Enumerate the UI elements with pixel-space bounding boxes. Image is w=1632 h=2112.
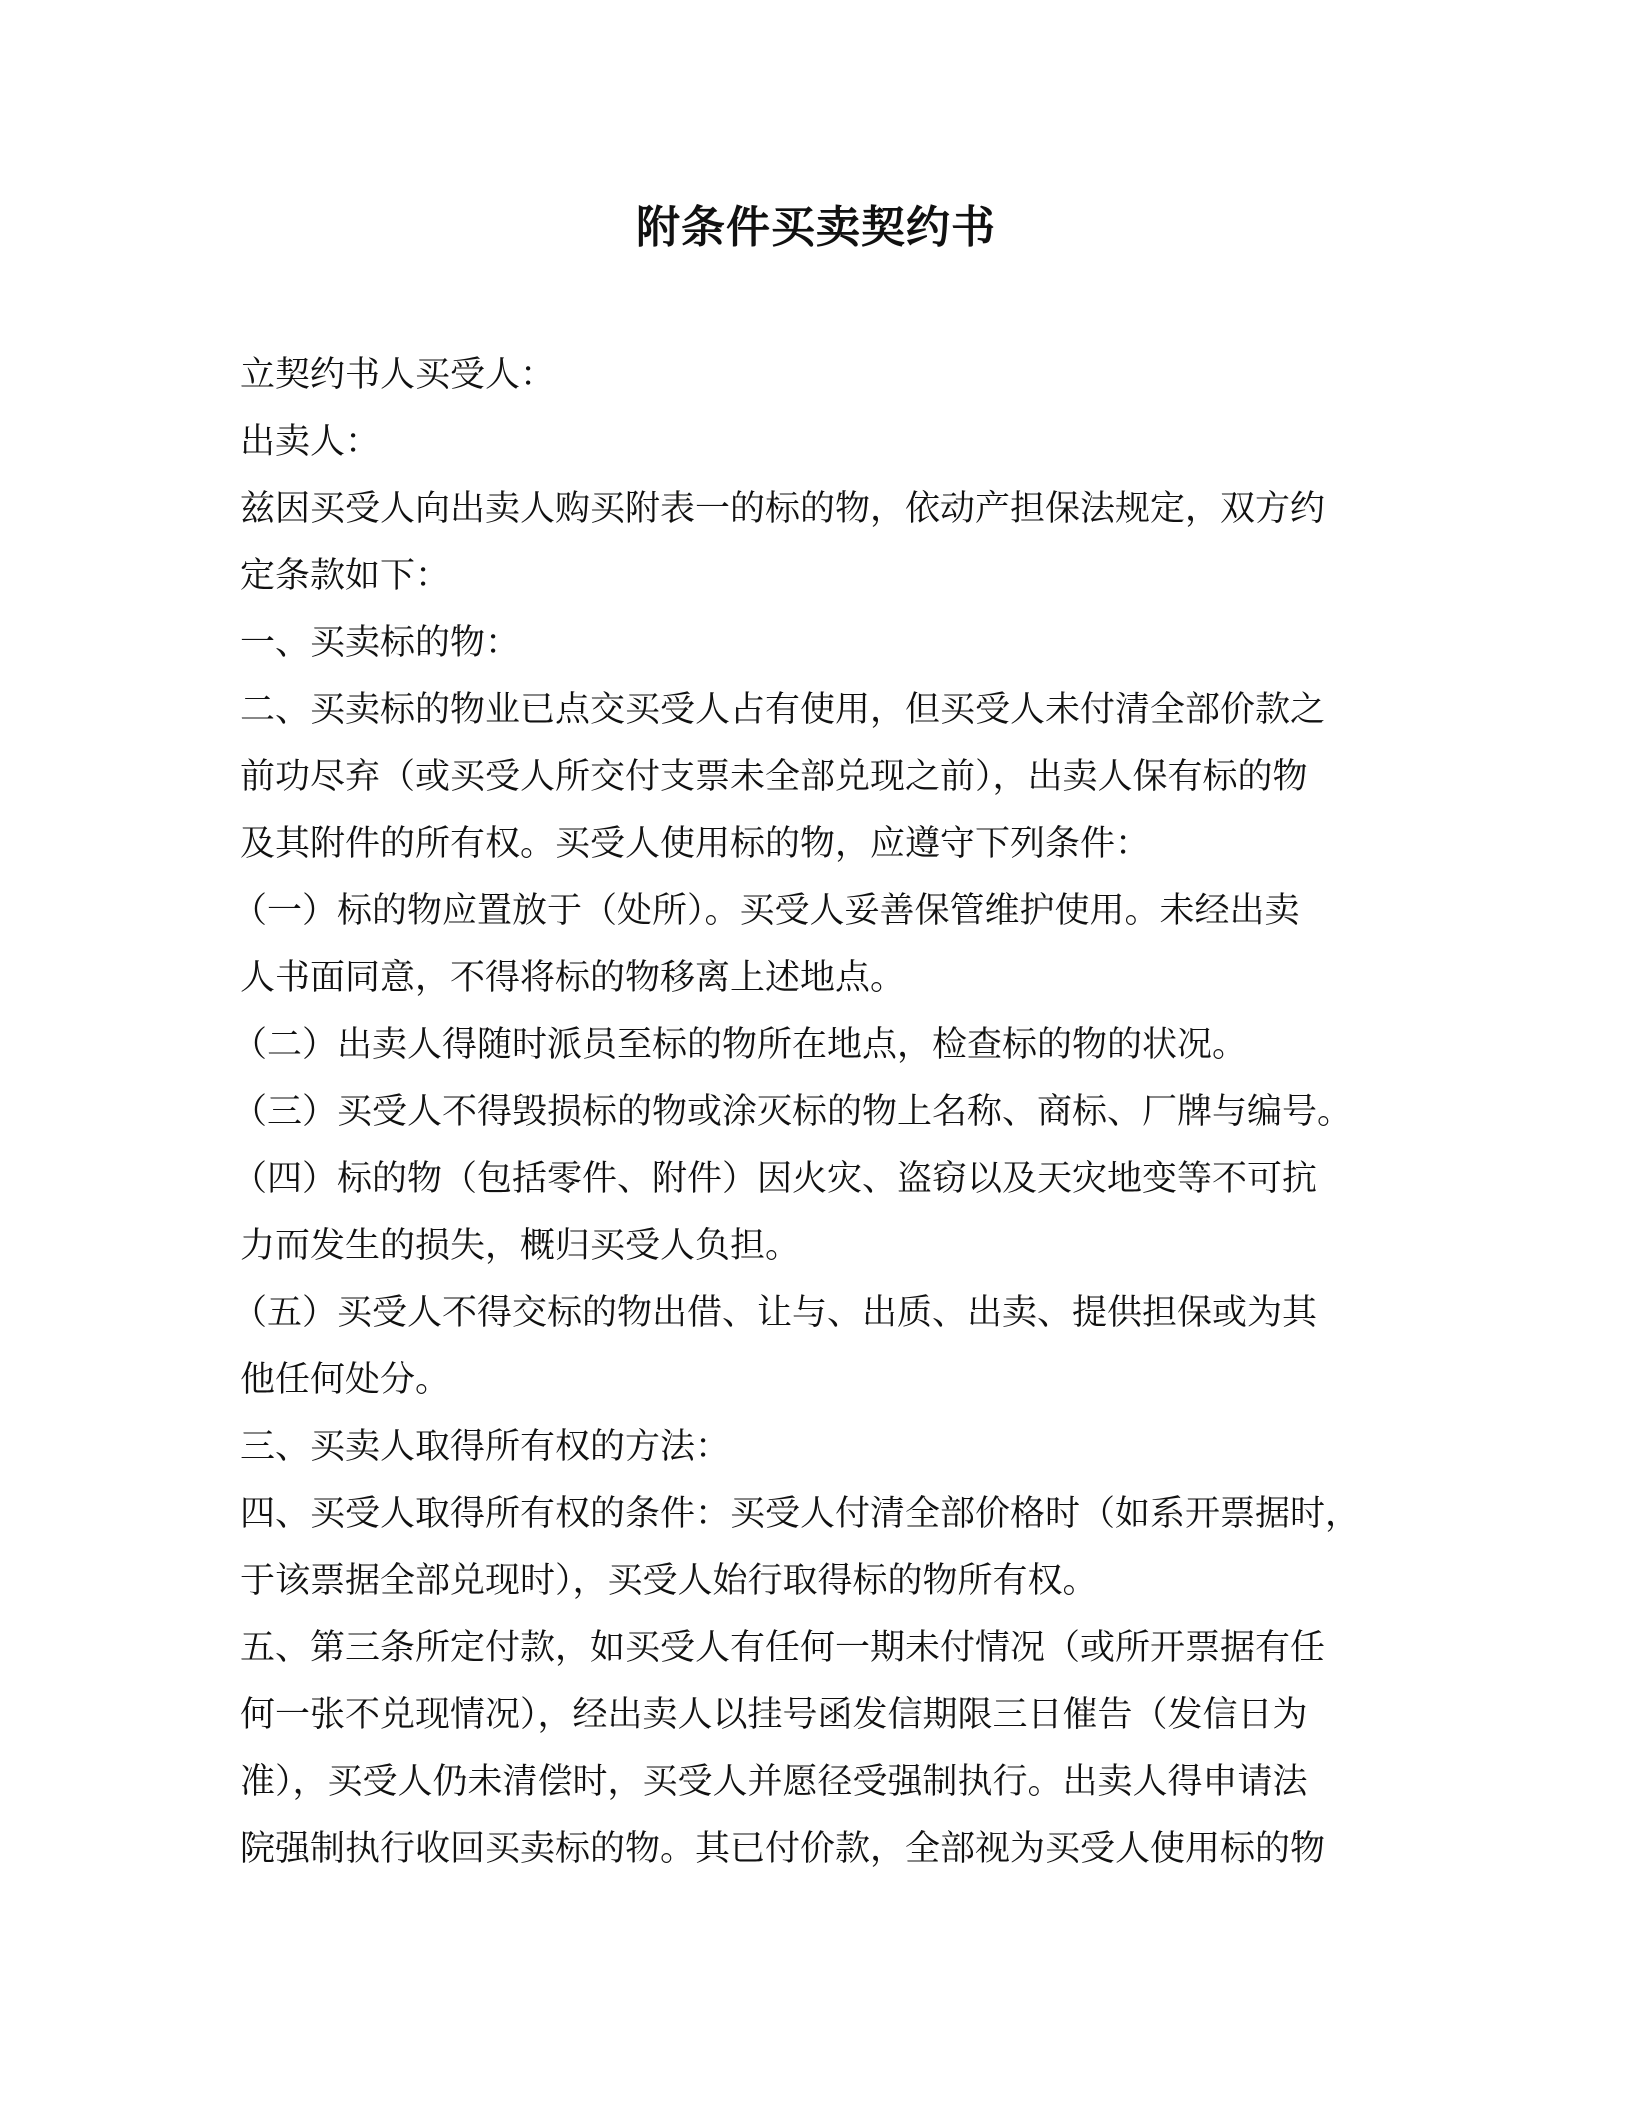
sub-clause-2: （二）出卖人得随时派员至标的物所在地点，检查标的物的状况。	[232, 1025, 1248, 1065]
clause-5-line-2: 何一张不兑现情况），经出卖人以挂号函发信期限三日催告（发信日为	[240, 1695, 1308, 1735]
sub-clause-4-line-1: （四）标的物（包括零件、附件）因火灾、盗窃以及天灾地变等不可抗	[232, 1159, 1318, 1199]
clause-4-line-2: 于该票据全部兑现时），买受人始行取得标的物所有权。	[240, 1561, 1098, 1601]
document-title: 附条件买卖契约书	[636, 202, 996, 253]
sub-clause-1-line-2: 人书面同意，不得将标的物移离上述地点。	[240, 958, 906, 998]
clause-5-line-4: 院强制执行收回买卖标的物。其已付价款，全部视为买受人使用标的物	[240, 1829, 1326, 1869]
seller-line: 出卖人：	[240, 422, 381, 462]
preamble-line-2: 定条款如下：	[240, 556, 451, 596]
sub-clause-1-line-1: （一）标的物应置放于（处所）。买受人妥善保管维护使用。未经出卖	[232, 891, 1300, 931]
sub-clause-3: （三）买受人不得毁损标的物或涂灭标的物上名称、商标、厂牌与编号。	[232, 1092, 1353, 1132]
clause-3: 三、买卖人取得所有权的方法：	[240, 1427, 731, 1467]
clause-5-line-1: 五、第三条所定付款，如买受人有任何一期未付情况（或所开票据有任	[240, 1628, 1326, 1668]
clause-2-line-3: 及其附件的所有权。买受人使用标的物，应遵守下列条件：	[240, 824, 1151, 864]
document-body	[232, 342, 1390, 1883]
clause-2-line-2: 前功尽弃（或买受人所交付支票未全部兑现之前），出卖人保有标的物	[240, 757, 1308, 797]
buyer-line: 立契约书人买受人：	[240, 355, 556, 395]
sub-clause-5-line-1: （五）买受人不得交标的物出借、让与、出质、出卖、提供担保或为其	[232, 1293, 1318, 1333]
clause-2-line-1: 二、买卖标的物业已点交买受人占有使用，但买受人未付清全部价款之	[240, 690, 1326, 730]
preamble-line-1: 兹因买受人向出卖人购买附表一的标的物，依动产担保法规定，双方约	[240, 489, 1326, 529]
clause-5-line-3: 准），买受人仍未清偿时，买受人并愿径受强制执行。出卖人得申请法	[240, 1762, 1308, 1802]
clause-1: 一、买卖标的物：	[240, 623, 521, 663]
sub-clause-5-line-2: 他任何处分。	[240, 1360, 451, 1400]
clause-4-line-1: 四、买受人取得所有权的条件：买受人付清全部价格时（如系开票据时，	[240, 1494, 1361, 1534]
sub-clause-4-line-2: 力而发生的损失，概归买受人负担。	[240, 1226, 801, 1266]
